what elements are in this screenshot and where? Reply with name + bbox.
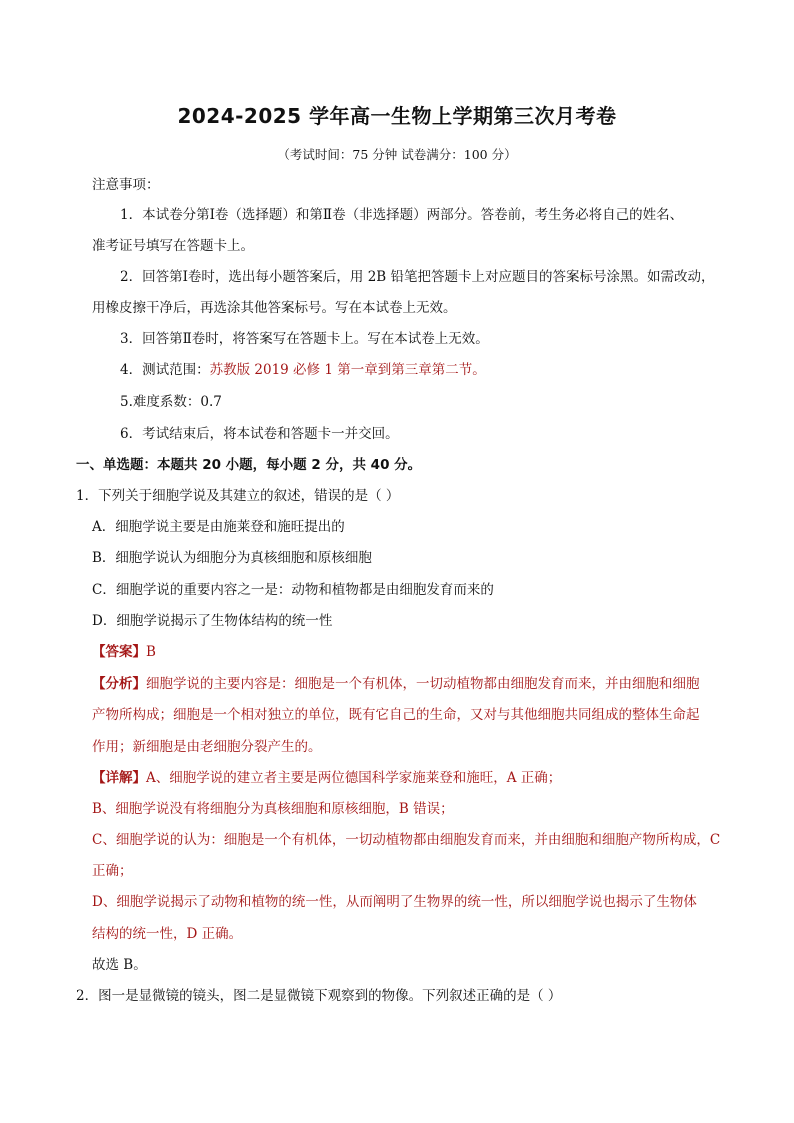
answer-value: B xyxy=(146,644,156,660)
note-item-4-scope: 苏教版 2019 必修 1 第一章到第三章第二节。 xyxy=(209,362,486,378)
question-1-answer xyxy=(92,643,156,661)
notes-heading: 注意事项： xyxy=(92,177,160,193)
answer-tag: 【答案】 xyxy=(92,644,146,660)
question-1-detail-b: B、细胞学说没有将细胞分为真核细胞和原核细胞，B 错误； xyxy=(92,801,454,817)
analysis-tag: 【分析】 xyxy=(92,676,146,692)
question-1-option-c: C．细胞学说的重要内容之一是：动物和植物都是由细胞发育而来的 xyxy=(92,582,494,598)
note-item-3: 3．回答第Ⅱ卷时，将答案写在答题卡上。写在本试卷上无效。 xyxy=(120,331,489,347)
question-1-option-d: D．细胞学说揭示了生物体结构的统一性 xyxy=(92,613,333,629)
section-1-heading: 一、单选题：本题共 20 小题，每小题 2 分，共 40 分。 xyxy=(76,457,422,473)
question-1-detail-d-line-2: 结构的统一性，D 正确。 xyxy=(92,926,243,942)
question-1-conclusion: 故选 B。 xyxy=(92,957,147,973)
detail-a-text: A、细胞学说的建立者主要是两位德国科学家施莱登和施旺，A 正确； xyxy=(146,770,562,786)
question-2-stem: 2．图一是显微镜的镜头，图二是显微镜下观察到的物像。下列叙述正确的是（ ） xyxy=(76,988,562,1004)
question-1-analysis-line-1 xyxy=(92,675,700,693)
question-1-detail-c-line-1: C、细胞学说的认为：细胞是一个有机体，一切动植物都由细胞发育而来，并由细胞和细胞产物所构成，C xyxy=(92,832,721,848)
note-item-6: 6．考试结束后，将本试卷和答题卡一并交回。 xyxy=(120,426,399,442)
question-1-stem: 1．下列关于细胞学说及其建立的叙述，错误的是（ ） xyxy=(76,488,400,504)
note-item-1-line-2: 准考证号填写在答题卡上。 xyxy=(92,238,254,254)
question-1-analysis-line-2: 产物所构成；细胞是一个相对独立的单位，既有它自己的生命，又对与其他细胞共同组成的整体生命起 xyxy=(92,707,700,723)
note-item-4-prefix: 4．测试范围： xyxy=(120,362,210,378)
exam-subtitle: （考试时间：75 分钟 试卷满分：100 分） xyxy=(277,147,517,162)
note-item-2-line-1: 2．回答第Ⅰ卷时，选出每小题答案后，用 2B 铅笔把答题卡上对应题目的答案标号涂黑。如需改动， xyxy=(120,269,715,285)
detail-tag: 【详解】 xyxy=(92,770,146,786)
question-1-option-b: B．细胞学说认为细胞分为真核细胞和原核细胞 xyxy=(92,550,372,566)
note-item-5: 5.难度系数：0.7 xyxy=(120,394,222,410)
note-item-1-line-1: 1．本试卷分第Ⅰ卷（选择题）和第Ⅱ卷（非选择题）两部分。答卷前，考生务必将自己的姓名、 xyxy=(120,207,684,223)
question-1-option-a: A．细胞学说主要是由施莱登和施旺提出的 xyxy=(92,519,345,535)
analysis-text-1: 细胞学说的主要内容是：细胞是一个有机体，一切动植物都由细胞发育而来，并由细胞和细胞 xyxy=(146,676,700,692)
exam-title: 2024-2025 学年高一生物上学期第三次月考卷 xyxy=(177,104,617,128)
question-1-detail-c-line-2: 正确； xyxy=(92,863,133,879)
question-1-detail-a xyxy=(92,769,561,787)
question-1-analysis-line-3: 作用；新细胞是由老细胞分裂产生的。 xyxy=(92,739,322,755)
note-item-4 xyxy=(120,361,486,379)
note-item-2-line-2: 用橡皮擦干净后，再选涂其他答案标号。写在本试卷上无效。 xyxy=(92,300,457,316)
question-1-detail-d-line-1: D、细胞学说揭示了动物和植物的统一性，从而阐明了生物界的统一性，所以细胞学说也揭示了生物体 xyxy=(92,894,697,910)
